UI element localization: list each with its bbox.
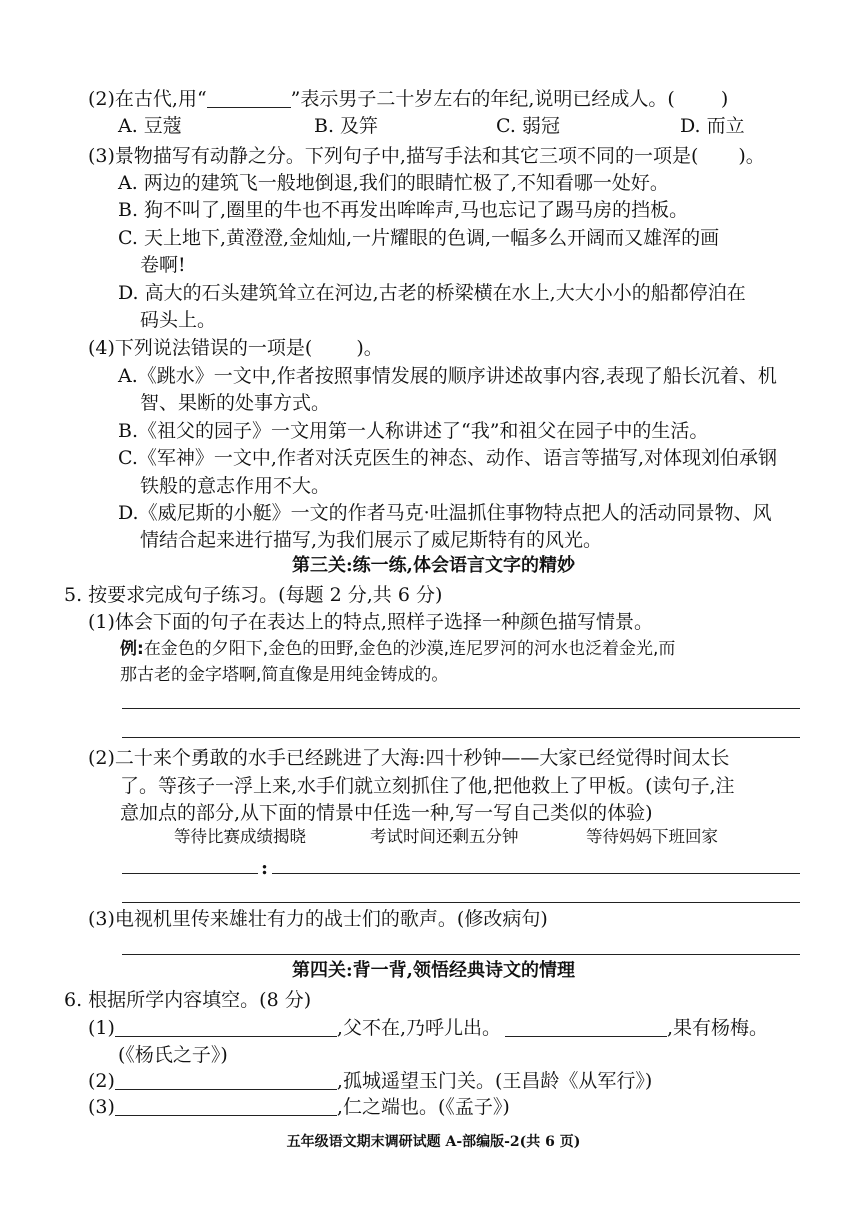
- q6-1-blank-1[interactable]: [115, 1016, 337, 1037]
- q5-2-choice-3[interactable]: 等待妈妈下班回家: [586, 827, 718, 846]
- q5-1-answer-line-2[interactable]: [122, 737, 800, 738]
- q4-4-option-d-line1[interactable]: D.《威尼斯的小艇》一文的作者马克·吐温抓住事物特点把人的活动同景物、风: [118, 502, 772, 524]
- q4-4-option-a-line1[interactable]: A.《跳水》一文中,作者按照事情发展的顺序讲述故事内容,表现了船长沉着、机: [118, 365, 777, 387]
- q4-4-option-a-line2: 智、果断的处事方式。: [140, 392, 331, 414]
- q4-4-option-d-line2: 情结合起来进行描写,为我们展示了威尼斯特有的风光。: [140, 529, 603, 551]
- q4-4-option-b[interactable]: B.《祖父的园子》一文用第一人称讲述了“我”和祖父在园子中的生活。: [118, 420, 709, 442]
- q5-2-text-line2: 了。等孩子一浮上来,水手们就立刻抓住了他,把他救上了甲板。(读句子,注: [120, 775, 735, 797]
- q4-3-stem: [88, 143, 765, 169]
- q4-2-stem-part-c: ): [720, 88, 729, 110]
- q5-1-answer-line-1[interactable]: [122, 708, 800, 709]
- q5-2-text-line1: (2)二十来个勇敢的水手已经跳进了大海:四十秒钟——大家已经觉得时间太长: [88, 747, 730, 769]
- q4-2-stem-part-b: ”表示男子二十岁左右的年纪,说明已经成人。(: [290, 88, 675, 110]
- q6-1-number: (1): [88, 1017, 115, 1039]
- q6-2-blank[interactable]: [115, 1069, 337, 1090]
- q6-2-number: (2): [88, 1070, 115, 1092]
- q5-2-choice-2[interactable]: 考试时间还剩五分钟: [370, 827, 519, 846]
- q4-3-option-d-line1[interactable]: D. 高大的石头建筑耸立在河边,古老的桥梁横在水上,大大小小的船都停泊在: [118, 282, 746, 304]
- q4-2-stem: [88, 86, 728, 112]
- q6-3-number: (3): [88, 1096, 115, 1118]
- q5-3-answer-line[interactable]: [122, 954, 800, 955]
- q6-1-middle-text: ,父不在,乃呼儿出。: [336, 1017, 502, 1039]
- example-label: 例:: [120, 639, 144, 659]
- q4-3-option-d-line2: 码头上。: [140, 309, 217, 331]
- q5-1-example-line1: [120, 636, 675, 662]
- q4-2-option-d[interactable]: D. 而立: [680, 115, 745, 137]
- q6-1-end-text: ,果有杨梅。: [667, 1017, 769, 1039]
- q4-3-option-c-line1[interactable]: C. 天上地下,黄澄澄,金灿灿,一片耀眼的色调,一幅多么开阔而又雄浑的画: [118, 227, 720, 249]
- q5-2-answer-line-2[interactable]: [122, 902, 800, 903]
- q5-1-example-line2: 那古老的金字塔啊,简直像是用纯金铸成的。: [120, 665, 449, 685]
- q4-3-option-c-line2: 卷啊!: [140, 254, 186, 276]
- section-4-heading: 第四关:背一背,领悟经典诗文的情理: [292, 960, 575, 981]
- q6-3-blank[interactable]: [115, 1095, 337, 1116]
- q4-4-stem: [88, 335, 383, 361]
- q5-3-prompt: (3)电视机里传来雄壮有力的战士们的歌声。(修改病句): [88, 908, 548, 930]
- page-footer: 五年级语文期末调研试题 A-部编版-2(共 6 页): [286, 1134, 581, 1150]
- q5-stem: 5. 按要求完成句子练习。(每题 2 分,共 6 分): [64, 584, 443, 606]
- q6-1-blank-2[interactable]: [505, 1016, 667, 1037]
- q4-4-option-c-line2: 铁般的意志作用不大。: [140, 475, 331, 497]
- q5-2-colon: :: [261, 857, 269, 879]
- q4-4-stem-text: (4)下列说法错误的一项是(: [88, 337, 313, 359]
- q4-3-option-b[interactable]: B. 狗不叫了,圈里的牛也不再发出哞哞声,马也忘记了踢马房的挡板。: [118, 199, 689, 221]
- q4-2-option-c[interactable]: C. 弱冠: [496, 115, 560, 137]
- q6-2-end-text: ,孤城遥望玉门关。(王昌龄《从军行》): [336, 1070, 653, 1092]
- q6-1-line: [88, 1015, 768, 1041]
- q6-stem: 6. 根据所学内容填空。(8 分): [64, 989, 312, 1011]
- q4-2-stem-part-a: (2)在古代,用“: [88, 88, 207, 110]
- q6-3-line: [88, 1094, 510, 1120]
- q5-2-scene-blank[interactable]: [122, 873, 258, 874]
- q4-2-blank[interactable]: [207, 87, 291, 108]
- q4-3-stem-end: )。: [738, 145, 765, 167]
- q6-2-line: [88, 1068, 652, 1094]
- q5-2-choice-1[interactable]: 等待比赛成绩揭晓: [174, 827, 306, 846]
- q4-4-option-c-line1[interactable]: C.《军神》一文中,作者对沃克医生的神态、动作、语言等描写,对体现刘伯承钢: [118, 447, 777, 469]
- q4-2-option-a[interactable]: A. 豆蔻: [118, 115, 182, 137]
- q4-3-option-a[interactable]: A. 两边的建筑飞一般地倒退,我们的眼睛忙极了,不知看哪一处好。: [118, 172, 669, 194]
- q6-1-source: (《杨氏之子》): [118, 1044, 228, 1066]
- q4-3-stem-text: (3)景物描写有动静之分。下列句子中,描写手法和其它三项不同的一项是(: [88, 145, 699, 167]
- q4-2-option-b[interactable]: B. 及笄: [314, 115, 379, 137]
- q5-2-answer-line-1[interactable]: [272, 873, 800, 874]
- q6-3-end-text: ,仁之端也。(《孟子》): [336, 1096, 510, 1118]
- example-text-1: 在金色的夕阳下,金色的田野,金色的沙漠,连尼罗河的河水也泛着金光,而: [143, 639, 676, 659]
- section-3-heading: 第三关:练一练,体会语言文字的精妙: [292, 555, 575, 576]
- q5-1-prompt: (1)体会下面的句子在表达上的特点,照样子选择一种颜色描写情景。: [88, 611, 653, 633]
- q5-2-text-line3: 意加点的部分,从下面的情景中任选一种,写一写自己类似的体验): [120, 802, 653, 824]
- q4-4-stem-end: )。: [356, 337, 383, 359]
